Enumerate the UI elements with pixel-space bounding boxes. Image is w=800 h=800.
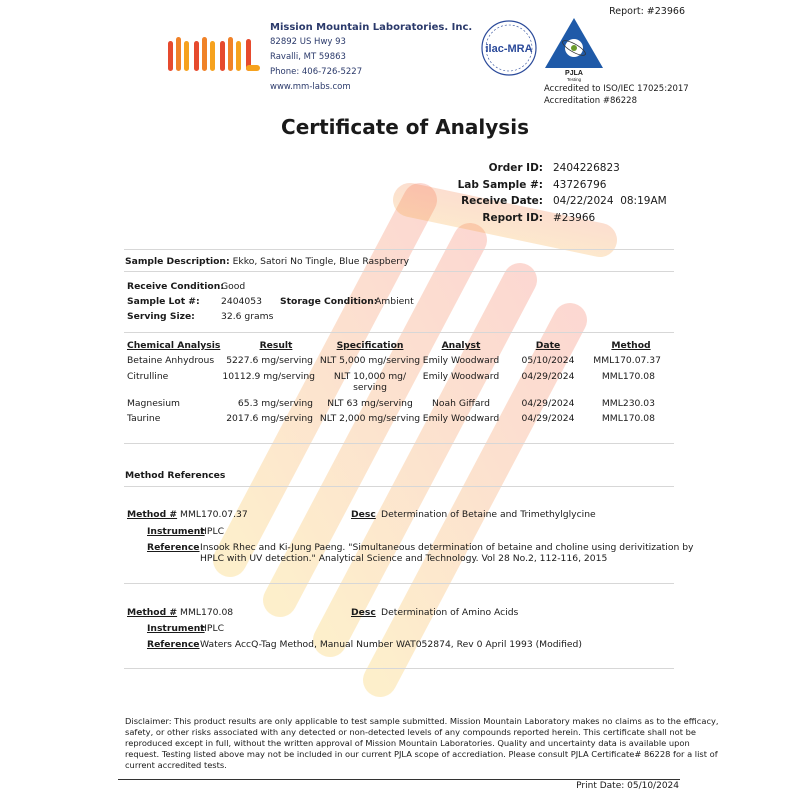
desc-label: Desc xyxy=(351,607,376,618)
reference-label: Reference xyxy=(147,639,200,650)
col-header-chemical: Chemical Analysis xyxy=(127,340,221,351)
disclaimer-line: request. Testing listed above may not be included in our current PJLA scope of accrediation. Please consult PJLA Certificate# 86228 for a list of xyxy=(125,749,718,759)
instrument-value: HPLC xyxy=(200,623,224,634)
analysis-row-result: 2017.6 mg/serving xyxy=(226,413,313,424)
report-id-value: #23966 xyxy=(553,211,596,224)
lab-address-line2: Ravalli, MT 59863 xyxy=(270,52,346,62)
mml-logo xyxy=(168,35,260,73)
reference-text-line2: HPLC with UV detection." Analytical Science and Technology. Vol 28 No.2, 112-116, 2015 xyxy=(200,553,608,564)
divider xyxy=(124,249,674,250)
receive-condition-value: Good xyxy=(221,281,246,292)
pjla-seal xyxy=(543,16,605,82)
analysis-row-result: 10112.9 mg/serving xyxy=(222,371,315,382)
divider xyxy=(124,443,674,444)
analysis-row-result: 65.3 mg/serving xyxy=(237,398,313,409)
storage-condition-value: Ambient xyxy=(375,296,414,307)
analysis-row-analyst: Noah Giffard xyxy=(432,398,490,409)
analysis-row-date: 04/29/2024 xyxy=(521,413,575,424)
lab-website[interactable]: www.mm-labs.com xyxy=(270,82,351,92)
desc-value: Determination of Amino Acids xyxy=(381,607,519,618)
analysis-row-name: Citrulline xyxy=(127,371,169,382)
storage-condition-label: Storage Condition: xyxy=(280,296,378,307)
analysis-row-spec: NLT 63 mg/serving xyxy=(327,398,413,409)
method-number xyxy=(127,607,233,618)
analysis-row-method: MML170.07.37 xyxy=(593,355,661,366)
desc-label: Desc xyxy=(351,509,376,520)
receive-date-value: 04/22/2024 08:19AM xyxy=(553,195,667,207)
lab-name: Mission Mountain Laboratories. Inc. xyxy=(270,22,473,33)
receive-condition-label: Receive Condition: xyxy=(127,281,224,292)
analysis-row-name: Betaine Anhydrous xyxy=(127,355,215,366)
instrument-label: Instrument xyxy=(147,526,205,537)
svg-text:PJLA: PJLA xyxy=(565,70,583,77)
report-number-top: Report: #23966 xyxy=(609,6,685,17)
analysis-row-result: 5227.6 mg/serving xyxy=(226,355,313,366)
print-date: Print Date: 05/10/2024 xyxy=(576,781,679,791)
method-number-label: Method # xyxy=(127,607,178,618)
analysis-row-date: 04/29/2024 xyxy=(521,398,575,409)
divider xyxy=(124,271,674,272)
disclaimer-line: current accredited tests. xyxy=(125,760,227,770)
receive-date-label: Receive Date: xyxy=(461,195,543,207)
disclaimer-line: Disclaimer: This product results are only applicable to test sample submitted. Mission Mountain Laboratory makes no claims as to the efficacy, xyxy=(125,716,719,726)
analysis-row-date: 05/10/2024 xyxy=(521,355,575,366)
accreditation-standard: Accredited to ISO/IEC 17025:2017 xyxy=(544,84,689,94)
analysis-row-spec: NLT 5,000 mg/serving xyxy=(319,355,421,366)
page-title: Certificate of Analysis xyxy=(281,115,529,139)
col-header-method: Method xyxy=(611,340,651,351)
disclaimer-line: reproduced except in full, without the written approval of Mission Mountain Laboratories. Quality and uncertainty data is available upon xyxy=(125,738,690,748)
disclaimer-line: safety, or other risks associated with any detected or non-detected levels of any compounds reported herein. This certificate shall not be xyxy=(125,727,697,737)
analysis-row-analyst: Emily Woodward xyxy=(422,371,500,382)
divider xyxy=(124,332,674,333)
lab-address-block xyxy=(270,20,472,95)
order-id-label: Order ID: xyxy=(488,162,543,174)
disclaimer xyxy=(125,716,719,771)
divider xyxy=(124,583,674,584)
lab-address-line1: 82892 US Hwy 93 xyxy=(270,37,346,47)
divider xyxy=(124,486,674,487)
lab-sample-value: 43726796 xyxy=(553,178,607,191)
svg-text:Testing: Testing xyxy=(566,77,582,82)
reference-text-line1: Waters AccQ-Tag Method, Manual Number WAT052874, Rev 0 April 1993 (Modified) xyxy=(200,639,582,650)
analysis-row-spec-cont: serving xyxy=(353,382,387,393)
lab-phone: Phone: 406-726-5227 xyxy=(270,67,363,77)
col-header-date: Date xyxy=(535,340,561,351)
sample-description-label: Sample Description: xyxy=(125,256,230,267)
footer-divider xyxy=(118,779,680,780)
svg-text:ilac-MRA: ilac-MRA xyxy=(485,43,533,55)
lab-sample-label: Lab Sample #: xyxy=(457,178,543,191)
analysis-row-date: 04/29/2024 xyxy=(521,371,575,382)
analysis-row-method: MML170.08 xyxy=(601,413,655,424)
col-header-specification: Specification xyxy=(336,340,404,351)
sample-lot-label: Sample Lot #: xyxy=(127,296,200,307)
serving-size-value: 32.6 grams xyxy=(221,311,274,322)
analysis-row-spec: NLT 2,000 mg/serving xyxy=(319,413,421,424)
reference-text-line1: Insook Rhec and Ki-Jung Paeng. "Simultaneous determination of betaine and choline using derivitization by xyxy=(200,542,694,553)
method-number-label: Method # xyxy=(127,509,178,520)
method-number xyxy=(127,509,248,520)
col-header-analyst: Analyst xyxy=(441,340,481,351)
col-header-result: Result xyxy=(259,340,293,351)
method-number-value: MML170.08 xyxy=(180,607,234,618)
desc-value: Determination of Betaine and Trimethylglycine xyxy=(381,509,596,520)
serving-size-label: Serving Size: xyxy=(127,311,195,322)
analysis-row-name: Taurine xyxy=(127,413,161,424)
method-references-heading: Method References xyxy=(125,470,226,481)
report-id-label: Report ID: xyxy=(482,211,543,224)
order-id-value: 2404226823 xyxy=(553,162,620,174)
accreditation-block xyxy=(544,83,689,107)
accreditation-number: Accreditation #86228 xyxy=(544,96,637,106)
instrument-label: Instrument xyxy=(147,623,205,634)
analysis-row-method: MML170.08 xyxy=(601,371,655,382)
sample-description-value: Ekko, Satori No Tingle, Blue Raspberry xyxy=(232,256,410,267)
sample-description xyxy=(125,256,409,267)
analysis-row-name: Magnesium xyxy=(127,398,180,409)
analysis-row-method: MML230.03 xyxy=(601,398,655,409)
method-number-value: MML170.07.37 xyxy=(180,509,248,520)
divider xyxy=(124,668,674,669)
analysis-row-analyst: Emily Woodward xyxy=(422,355,500,366)
instrument-value: HPLC xyxy=(200,526,224,537)
analysis-row-analyst: Emily Woodward xyxy=(422,413,500,424)
sample-lot-value: 2404053 xyxy=(221,296,262,307)
ilac-mra-seal xyxy=(480,17,538,79)
analysis-row-spec: NLT 10,000 mg/ xyxy=(333,371,407,382)
reference-label: Reference xyxy=(147,542,200,553)
